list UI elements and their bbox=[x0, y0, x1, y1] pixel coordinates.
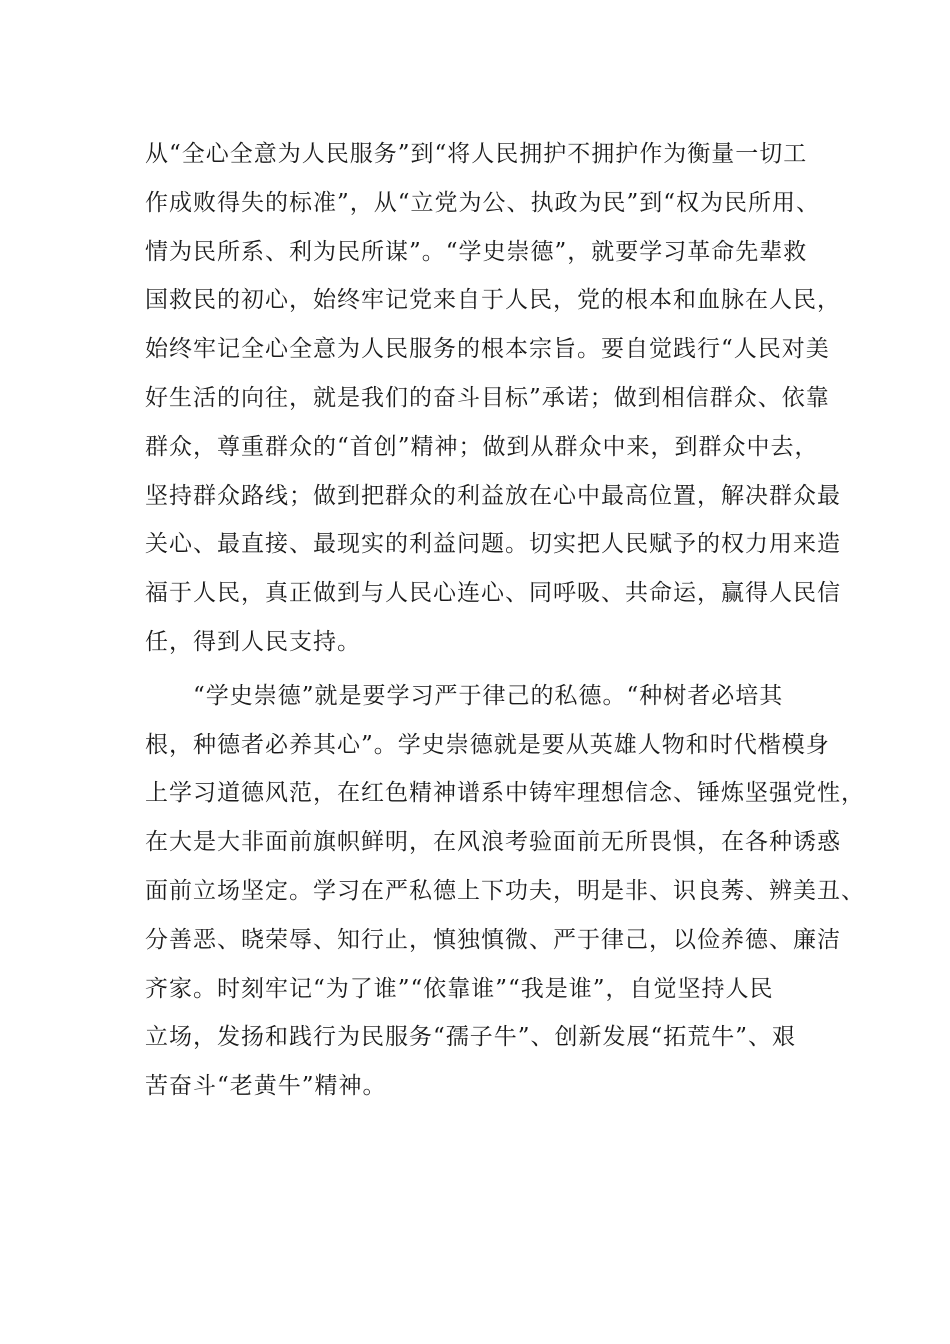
paragraph-2 bbox=[145, 672, 865, 1111]
paragraph-line: 国救民的初心，始终牢记党来自于人民，党的根本和血脉在人民， bbox=[145, 287, 841, 314]
paragraph-line: 始终牢记全心全意为人民服务的根本宗旨。要自觉践行“人民对美 bbox=[145, 336, 830, 363]
paragraph-line: 情为民所系、利为民所谋”。“学史崇德”，就要学习革命先辈救 bbox=[145, 238, 808, 265]
paragraph-line: 任，得到人民支持。 bbox=[145, 628, 361, 655]
paragraph-line: 从“全心全意为人民服务”到“将人民拥护不拥护作为衡量一切工 bbox=[145, 141, 808, 167]
paragraph-line: 关心、最直接、最现实的利益问题。切实把人民赋予的权力用来造 bbox=[145, 531, 841, 558]
paragraph-line: 根，种德者必养其心”。学史崇德就是要从英雄人物和时代楷模身 bbox=[145, 731, 830, 758]
document-body bbox=[145, 130, 865, 1111]
paragraph-line: 好生活的向往，就是我们的奋斗目标”承诺；做到相信群众、依靠 bbox=[145, 384, 830, 411]
paragraph-line: 群众，尊重群众的“首创”精神；做到从群众中来，到群众中去， bbox=[145, 433, 819, 460]
paragraph-line: 分善恶、晓荣辱、知行止，慎独慎微、严于律己，以俭养德、廉洁 bbox=[145, 926, 841, 953]
paragraph-1 bbox=[145, 130, 841, 667]
paragraph-line: 立场，发扬和践行为民服务“孺子牛”、创新发展“拓荒牛”、艰 bbox=[145, 1024, 797, 1051]
paragraph-line: “学史崇德”就是要学习严于律己的私德。“种树者必培其 bbox=[145, 682, 784, 709]
paragraph-line: 面前立场坚定。学习在严私德上下功夫，明是非、识良莠、辨美丑、 bbox=[145, 877, 865, 904]
paragraph-line: 坚持群众路线；做到把群众的利益放在心中最高位置，解决群众最 bbox=[145, 482, 841, 509]
paragraph-line: 上学习道德风范，在红色精神谱系中铸牢理想信念、锤炼坚强党性， bbox=[145, 780, 865, 807]
paragraph-line: 在大是大非面前旗帜鲜明，在风浪考验面前无所畏惧，在各种诱惑 bbox=[145, 829, 841, 856]
paragraph-line: 苦奋斗“老黄牛”精神。 bbox=[145, 1073, 387, 1100]
paragraph-line: 齐家。时刻牢记“为了谁”“依靠谁”“我是谁”，自觉坚持人民 bbox=[145, 975, 774, 1002]
paragraph-line: 作成败得失的标准”，从“立党为公、执政为民”到“权为民所用、 bbox=[145, 189, 821, 216]
paragraph-line: 福于人民，真正做到与人民心连心、同呼吸、共命运，赢得人民信 bbox=[145, 580, 841, 607]
